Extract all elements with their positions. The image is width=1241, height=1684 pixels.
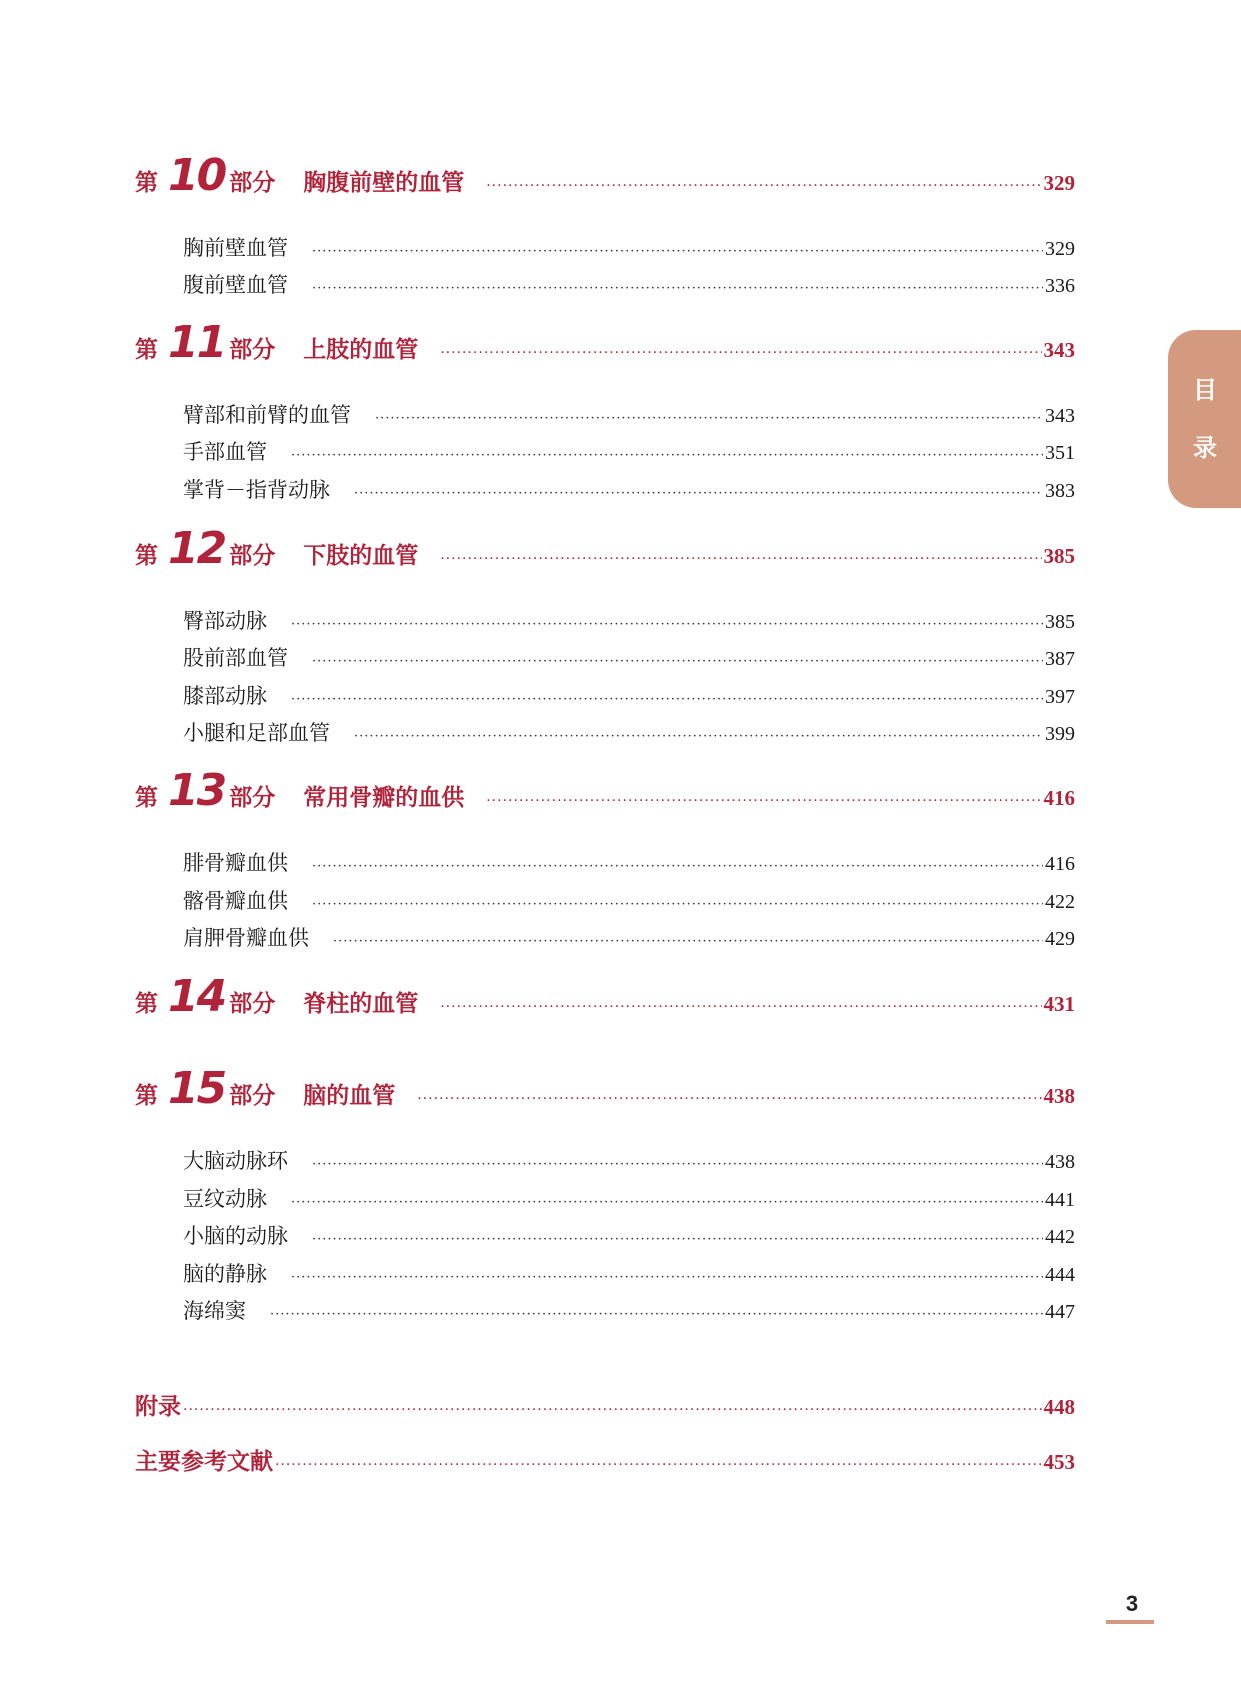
toc-part-13[interactable]: [135, 765, 1075, 816]
section-page: 429: [1045, 928, 1075, 950]
section-title: 手部血管: [183, 440, 267, 464]
references-page: 453: [1043, 1450, 1075, 1474]
section-page: 399: [1045, 723, 1075, 745]
part-page: 329: [1043, 171, 1075, 195]
section-page: 397: [1045, 686, 1075, 708]
part-page: 438: [1043, 1084, 1075, 1108]
toc-section[interactable]: [183, 717, 1075, 747]
part-title: 下肢的血管: [303, 542, 419, 569]
section-title: 髂骨瓣血供: [183, 889, 288, 913]
section-page: 329: [1045, 238, 1075, 260]
references-title: 主要参考文献: [135, 1448, 273, 1475]
toc-section[interactable]: [183, 1183, 1075, 1213]
dot-leader: [486, 178, 1041, 194]
section-title: 胸前壁血管: [183, 236, 288, 260]
section-title: 大脑动脉环: [183, 1149, 288, 1173]
dot-leader: [440, 345, 1041, 361]
part-prefix: 第: [135, 1082, 158, 1109]
section-title: 膝部动脉: [183, 684, 267, 708]
toc-section[interactable]: [183, 847, 1075, 877]
toc-section[interactable]: [183, 680, 1075, 710]
part-prefix: 第: [135, 784, 158, 811]
section-page: 387: [1045, 648, 1075, 670]
toc-part-10[interactable]: [135, 150, 1075, 201]
toc-part-12[interactable]: [135, 523, 1075, 574]
part-suffix: 部分: [229, 990, 276, 1017]
dot-leader: [312, 859, 1043, 874]
toc-references[interactable]: [135, 1443, 1075, 1476]
page-number: 3: [1125, 1591, 1139, 1616]
part-page: 343: [1043, 338, 1075, 362]
part-page: 416: [1043, 786, 1075, 810]
part-page: 431: [1043, 992, 1075, 1016]
toc-section[interactable]: [183, 1258, 1075, 1288]
section-title: 豆纹动脉: [183, 1187, 267, 1211]
toc-section[interactable]: [183, 922, 1075, 952]
dot-leader: [440, 999, 1041, 1015]
dot-leader: [440, 551, 1041, 567]
dot-leader: [183, 1402, 1042, 1418]
section-page: 441: [1045, 1189, 1075, 1211]
toc-section[interactable]: [183, 399, 1075, 429]
dot-leader: [291, 692, 1043, 707]
part-number: 15: [168, 1063, 226, 1114]
toc-section[interactable]: [183, 1295, 1075, 1325]
appendix-title: 附录: [135, 1393, 181, 1420]
dot-leader: [312, 1157, 1043, 1172]
toc-section[interactable]: [183, 1220, 1075, 1250]
part-prefix: 第: [135, 169, 158, 196]
section-page: 438: [1045, 1151, 1075, 1173]
part-suffix: 部分: [229, 169, 276, 196]
toc-part-11[interactable]: [135, 317, 1075, 368]
part-suffix: 部分: [229, 336, 276, 363]
section-page: 351: [1045, 442, 1075, 464]
dot-leader: [291, 1195, 1043, 1210]
section-title: 腹前壁血管: [183, 273, 288, 297]
section-page: 442: [1045, 1226, 1075, 1248]
part-title: 脊柱的血管: [303, 990, 419, 1017]
part-prefix: 第: [135, 336, 158, 363]
part-suffix: 部分: [229, 542, 276, 569]
page-number-underline: [1106, 1620, 1154, 1624]
part-number: 14: [168, 971, 226, 1022]
toc-section[interactable]: [183, 1145, 1075, 1175]
dot-leader: [275, 1457, 1042, 1473]
dot-leader: [375, 411, 1043, 426]
part-number: 11: [168, 317, 226, 368]
dot-leader: [354, 486, 1043, 501]
section-page: 447: [1045, 1301, 1075, 1323]
part-title: 常用骨瓣的血供: [303, 784, 465, 811]
section-title: 小腿和足部血管: [183, 721, 330, 745]
toc-section[interactable]: [183, 474, 1075, 504]
toc-section[interactable]: [183, 436, 1075, 466]
dot-leader: [312, 244, 1043, 259]
part-page: 385: [1043, 544, 1075, 568]
part-title: 上肢的血管: [303, 336, 419, 363]
section-title: 肩胛骨瓣血供: [183, 926, 309, 950]
section-page: 343: [1045, 405, 1075, 427]
dot-leader: [270, 1307, 1043, 1322]
section-title: 脑的静脉: [183, 1262, 267, 1286]
part-prefix: 第: [135, 990, 158, 1017]
toc-part-14[interactable]: [135, 971, 1075, 1022]
section-title: 腓骨瓣血供: [183, 851, 288, 875]
section-page: 336: [1045, 275, 1075, 297]
section-page: 416: [1045, 853, 1075, 875]
part-number: 10: [168, 150, 226, 201]
dot-leader: [291, 448, 1043, 463]
dot-leader: [354, 729, 1043, 744]
part-number: 12: [168, 523, 226, 574]
toc-section[interactable]: [183, 605, 1075, 635]
dot-leader: [291, 617, 1043, 632]
dot-leader: [312, 897, 1043, 912]
part-suffix: 部分: [229, 1082, 276, 1109]
section-page: 444: [1045, 1264, 1075, 1286]
section-title: 股前部血管: [183, 646, 288, 670]
dot-leader: [291, 1270, 1043, 1285]
section-page: 385: [1045, 611, 1075, 633]
dot-leader: [417, 1091, 1041, 1107]
section-page: 383: [1045, 480, 1075, 502]
dot-leader: [333, 934, 1043, 949]
section-title: 臂部和前臂的血管: [183, 403, 351, 427]
dot-leader: [312, 281, 1043, 296]
dot-leader: [486, 793, 1041, 809]
section-title: 海绵窦: [183, 1299, 246, 1323]
toc-appendix[interactable]: [135, 1388, 1075, 1421]
section-page: 422: [1045, 891, 1075, 913]
toc-section[interactable]: [183, 269, 1075, 299]
section-title: 臀部动脉: [183, 609, 267, 633]
part-number: 13: [168, 765, 226, 816]
section-title: 掌背－指背动脉: [183, 478, 330, 502]
part-prefix: 第: [135, 542, 158, 569]
toc-part-15[interactable]: [135, 1063, 1075, 1114]
toc-section[interactable]: [183, 642, 1075, 672]
side-tab-char: 目: [1193, 376, 1217, 404]
side-tab-contents[interactable]: [1168, 330, 1241, 508]
section-title: 小脑的动脉: [183, 1224, 288, 1248]
toc-section[interactable]: [183, 232, 1075, 262]
part-title: 脑的血管: [303, 1082, 396, 1109]
appendix-page: 448: [1043, 1395, 1075, 1419]
dot-leader: [312, 654, 1043, 669]
part-title: 胸腹前壁的血管: [303, 169, 465, 196]
part-suffix: 部分: [229, 784, 276, 811]
side-tab-char: 录: [1193, 434, 1217, 462]
dot-leader: [312, 1232, 1043, 1247]
toc-section[interactable]: [183, 885, 1075, 915]
